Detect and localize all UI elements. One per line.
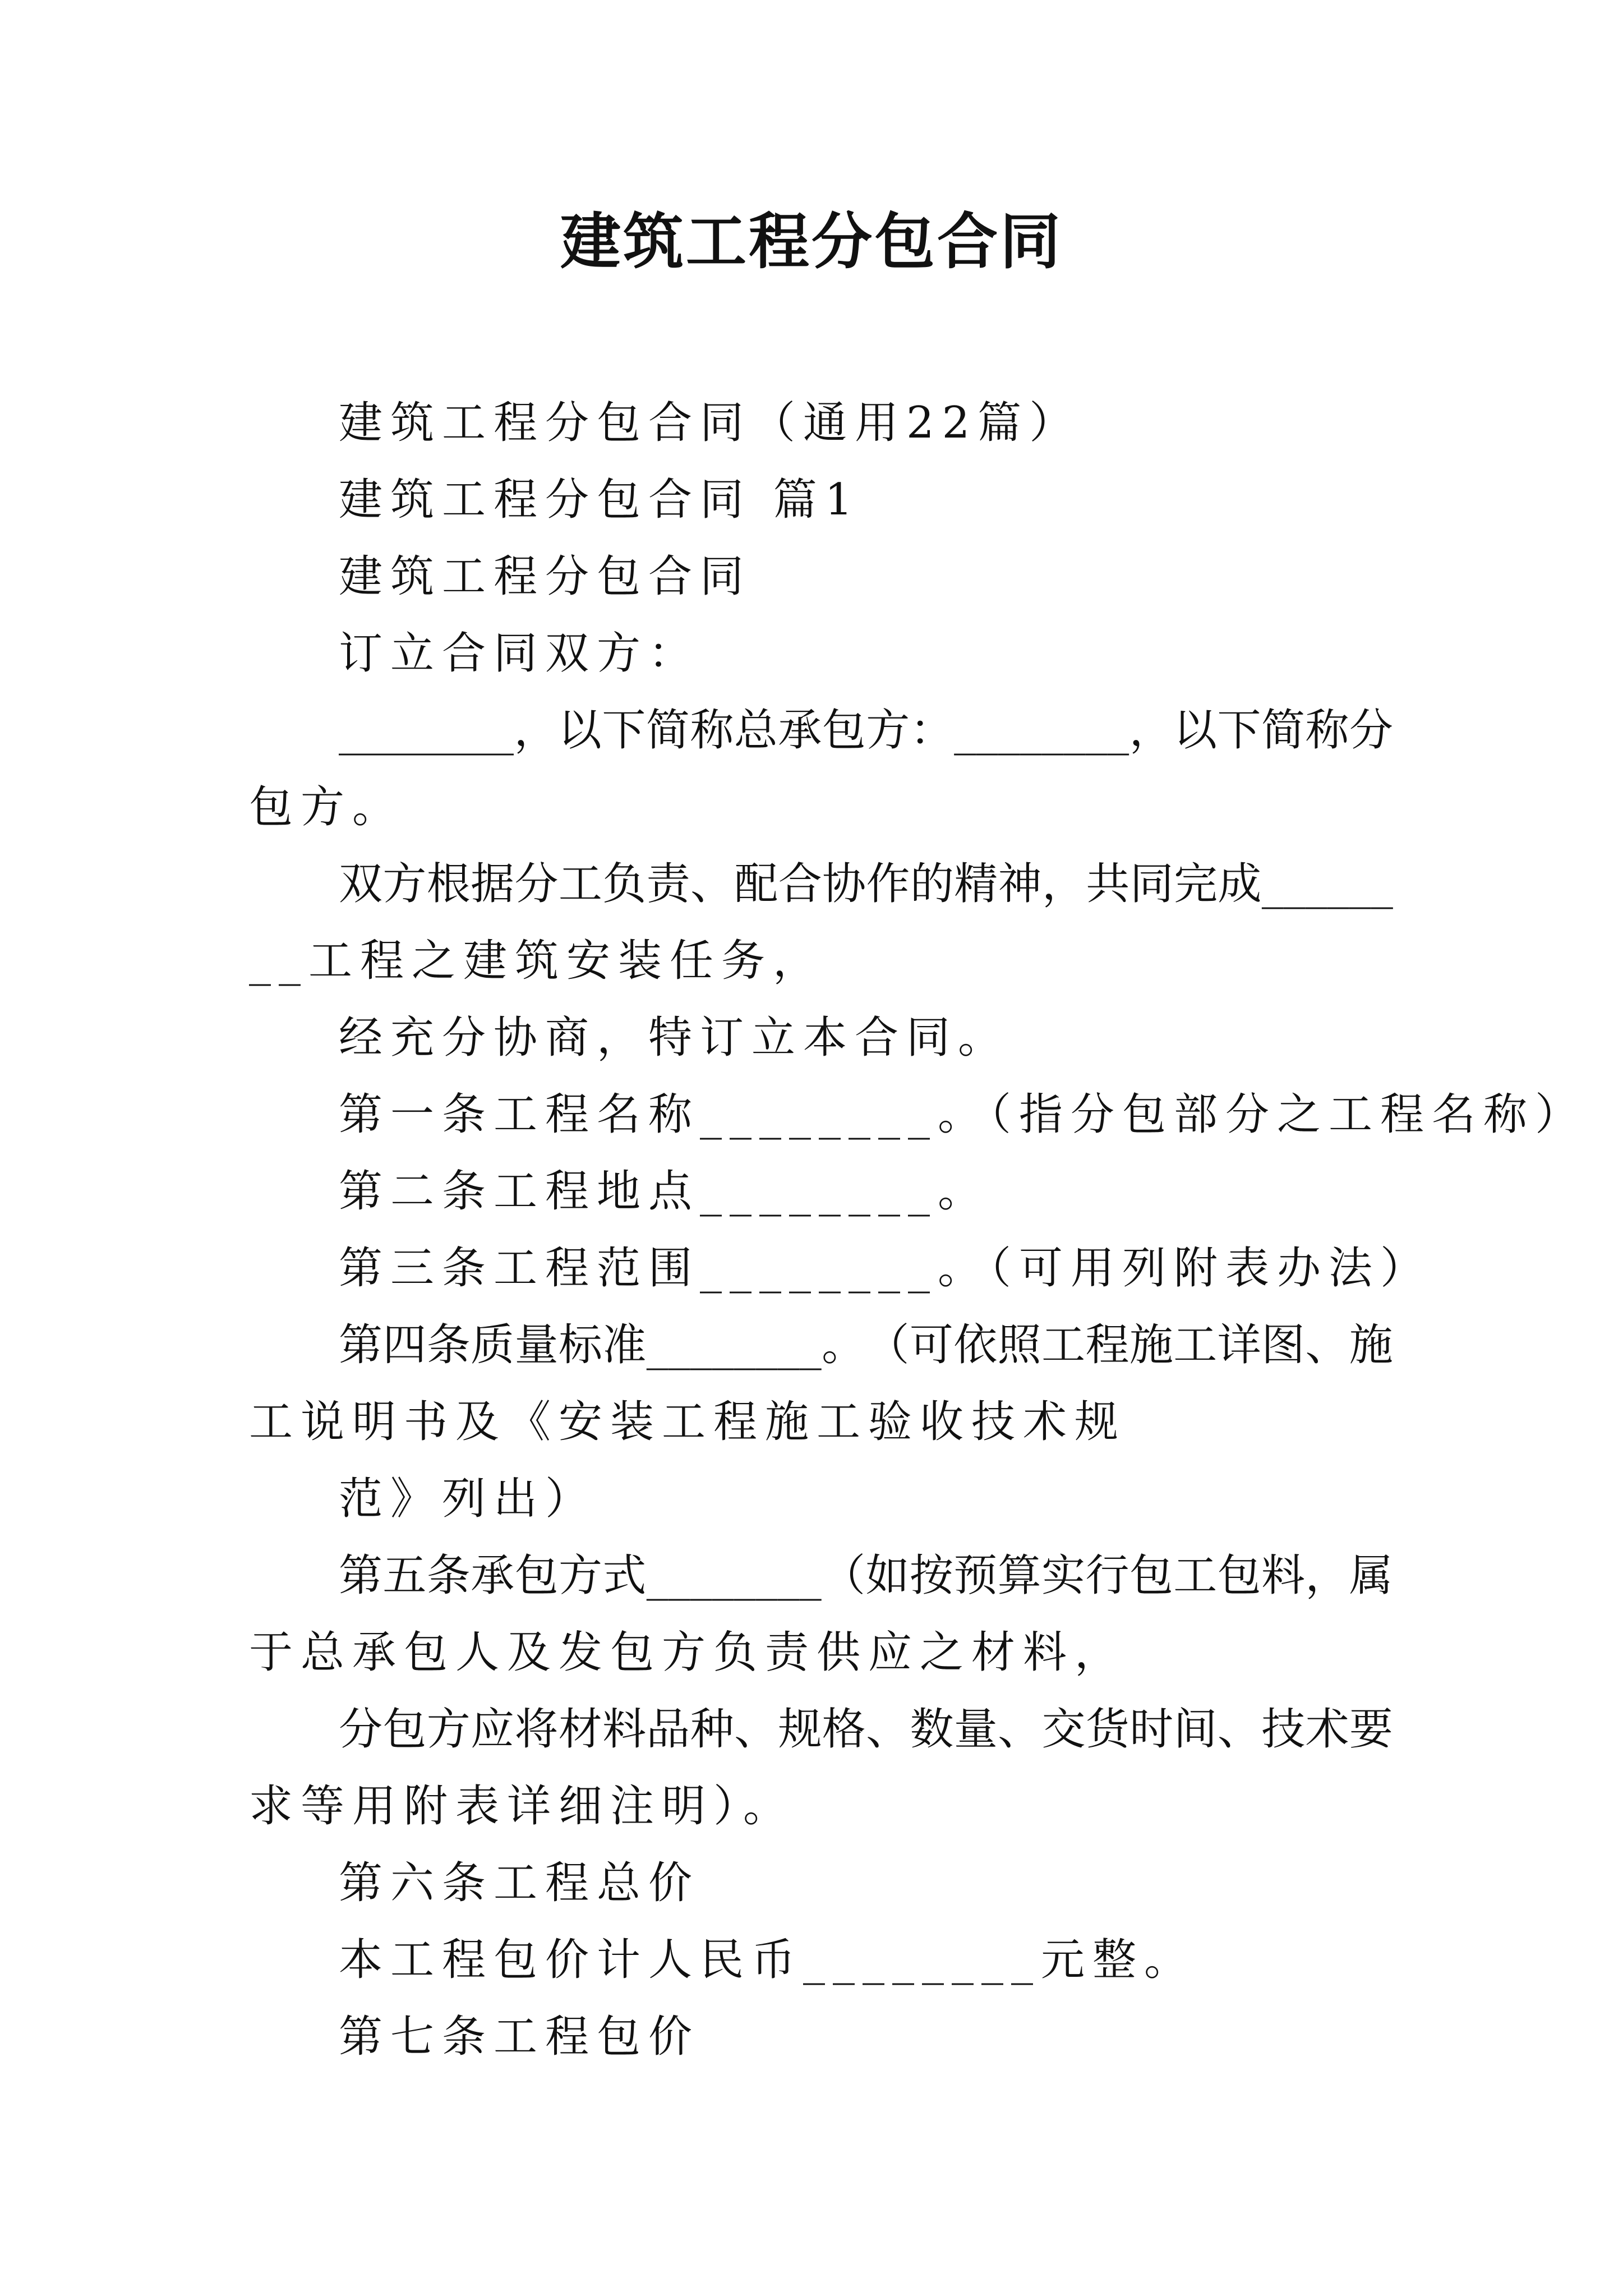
paragraph-line-5: ________ ， 以 下 简 称 总 承 包 方 ： ________ ， 以 下 简 称 分	[339, 705, 1393, 756]
paragraph-line-20: 第六条工程总价	[339, 1858, 700, 1908]
paragraph-line-18: 分 包 方 应 将 材 料 品 种 、 规 格 、 数 量 、 交 货 时 间 、 技 术 要	[339, 1704, 1393, 1755]
document-title: 建筑工程分包合同	[560, 206, 1063, 277]
paragraph-line-11: 第二条工程地点________。	[339, 1166, 990, 1217]
paragraph-line-4: 订立合同双方：	[339, 628, 700, 679]
paragraph-line-14: 工说明书及《安装工程施工验收技术规	[249, 1397, 1127, 1447]
paragraph-line-3: 建筑工程分包合同	[339, 551, 752, 602]
paragraph-line-1: 建筑工程分包合同（通用22篇）	[339, 398, 1081, 448]
paragraph-line-10: 第一条工程名称________。（指分包部分之工程名称）	[339, 1089, 1587, 1140]
paragraph-line-19: 求等用附表详细注明）。	[249, 1781, 795, 1832]
paragraph-line-15: 范》列出）	[339, 1474, 597, 1524]
paragraph-line-7: 双 方 根 据 分 工 负 责 、 配 合 协 作 的 精 神 ， 共 同 完 成 ______	[339, 859, 1393, 909]
paragraph-line-6: 包方。	[249, 782, 404, 832]
paragraph-line-13: 第 四 条 质 量 标 准 ________ 。 （ 可 依 照 工 程 施 工 详 图 、 施	[339, 1320, 1393, 1370]
paragraph-line-16: 第 五 条 承 包 方 式 ________ （ 如 按 预 算 实 行 包 工 包 料 ， 属	[339, 1550, 1393, 1601]
paragraph-line-21: 本工程包价计人民币________元整。	[339, 1935, 1196, 1985]
paragraph-line-2: 建筑工程分包合同 篇1	[339, 475, 861, 525]
paragraph-line-8: __工程之建筑安装任务，	[249, 936, 825, 986]
paragraph-line-9: 经充分协商，特订立本合同。	[339, 1013, 1010, 1063]
document-body	[249, 385, 1587, 2076]
paragraph-line-17: 于总承包人及发包方负责供应之材料，	[249, 1627, 1127, 1678]
paragraph-line-22: 第七条工程包价	[339, 2012, 700, 2062]
paragraph-line-12: 第三条工程范围________。（可用列附表办法）	[339, 1243, 1432, 1294]
